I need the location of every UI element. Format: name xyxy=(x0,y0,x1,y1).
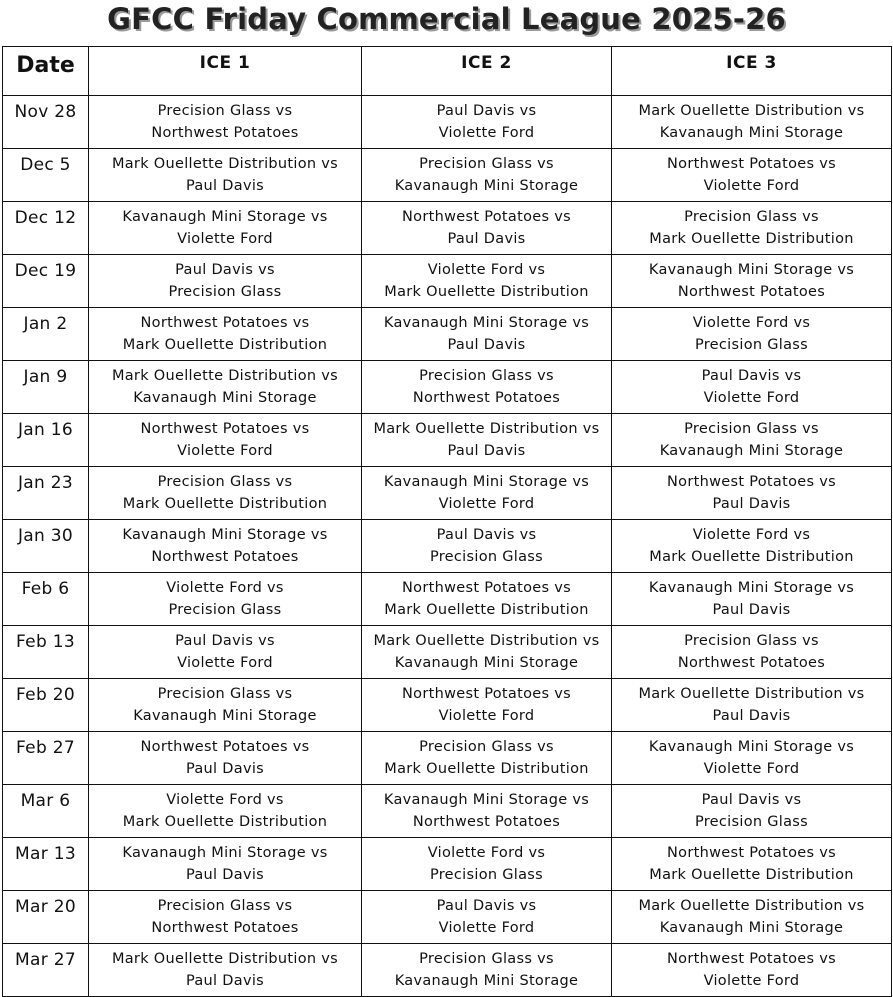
away-team: Northwest Potatoes xyxy=(151,549,299,565)
ice-1-game-cell xyxy=(89,944,362,997)
table-row xyxy=(3,520,892,573)
away-team: Violette Ford xyxy=(703,178,800,194)
ice-1-game-cell xyxy=(89,626,362,679)
home-team: Northwest Potatoes vs xyxy=(402,686,571,702)
date-cell: Jan 2 xyxy=(3,308,89,361)
home-team: Precision Glass vs xyxy=(419,368,554,384)
ice-1-game-cell xyxy=(89,573,362,626)
ice-3-game-cell xyxy=(612,838,892,891)
home-team: Northwest Potatoes vs xyxy=(140,421,310,437)
ice-1-game-cell xyxy=(89,520,362,573)
ice-3-game-cell xyxy=(612,573,892,626)
ice-1-game-cell xyxy=(89,891,362,944)
ice-2-game-cell xyxy=(362,414,612,467)
table-row xyxy=(3,361,892,414)
ice-3-game-cell xyxy=(612,467,892,520)
away-team: Northwest Potatoes xyxy=(677,655,826,671)
ice-3-game-cell xyxy=(612,149,892,202)
home-team: Paul Davis vs xyxy=(701,368,802,384)
table-row xyxy=(3,626,892,679)
ice-1-game-cell xyxy=(89,467,362,520)
column-header-date: Date xyxy=(3,47,89,96)
column-header-ice-3: ICE 3 xyxy=(612,47,892,96)
ice-1-game-cell xyxy=(89,255,362,308)
ice-2-game-cell xyxy=(362,308,612,361)
date-cell: Feb 27 xyxy=(3,732,89,785)
table-row xyxy=(3,96,892,149)
away-team: Mark Ouellette Distribution xyxy=(384,284,589,300)
ice-1-game-cell xyxy=(89,785,362,838)
away-team: Precision Glass xyxy=(429,867,544,883)
ice-2-game-cell xyxy=(362,944,612,997)
home-team: Northwest Potatoes vs xyxy=(402,209,571,225)
home-team: Northwest Potatoes vs xyxy=(667,845,836,861)
away-team: Paul Davis xyxy=(447,443,526,459)
away-team: Kavanaugh Mini Storage xyxy=(133,708,317,724)
date-cell: Jan 16 xyxy=(3,414,89,467)
table-row xyxy=(3,732,892,785)
away-team: Mark Ouellette Distribution xyxy=(384,602,589,618)
away-team: Paul Davis xyxy=(185,973,265,989)
home-team: Violette Ford vs xyxy=(166,580,284,596)
home-team: Kavanaugh Mini Storage vs xyxy=(383,474,590,490)
home-team: Kavanaugh Mini Storage vs xyxy=(122,527,328,543)
ice-1-game-cell xyxy=(89,96,362,149)
home-team: Precision Glass vs xyxy=(684,209,819,225)
home-team: Precision Glass vs xyxy=(419,739,554,755)
away-team: Paul Davis xyxy=(712,708,791,724)
away-team: Paul Davis xyxy=(185,867,265,883)
home-team: Mark Ouellette Distribution vs xyxy=(111,951,339,967)
home-team: Paul Davis vs xyxy=(436,527,537,543)
home-team: Kavanaugh Mini Storage vs xyxy=(122,209,328,225)
away-team: Mark Ouellette Distribution xyxy=(122,337,328,353)
table-row xyxy=(3,149,892,202)
away-team: Violette Ford xyxy=(177,231,273,247)
away-team: Violette Ford xyxy=(438,125,535,141)
home-team: Paul Davis vs xyxy=(701,792,802,808)
away-team: Paul Davis xyxy=(185,178,265,194)
home-team: Precision Glass vs xyxy=(157,103,293,119)
away-team: Paul Davis xyxy=(712,496,791,512)
date-cell: Jan 23 xyxy=(3,467,89,520)
away-team: Kavanaugh Mini Storage xyxy=(659,920,844,936)
away-team: Violette Ford xyxy=(703,390,800,406)
table-row xyxy=(3,944,892,997)
home-team: Violette Ford vs xyxy=(427,845,546,861)
table-row xyxy=(3,573,892,626)
ice-3-game-cell xyxy=(612,361,892,414)
home-team: Violette Ford vs xyxy=(692,527,811,543)
table-row xyxy=(3,255,892,308)
home-team: Kavanaugh Mini Storage vs xyxy=(648,262,855,278)
home-team: Precision Glass vs xyxy=(684,633,819,649)
home-team: Northwest Potatoes vs xyxy=(140,315,310,331)
away-team: Kavanaugh Mini Storage xyxy=(394,655,579,671)
date-cell: Jan 9 xyxy=(3,361,89,414)
column-header-ice-2: ICE 2 xyxy=(362,47,612,96)
away-team: Precision Glass xyxy=(694,337,809,353)
date-cell: Feb 20 xyxy=(3,679,89,732)
away-team: Northwest Potatoes xyxy=(151,920,299,936)
home-team: Paul Davis vs xyxy=(436,103,537,119)
date-cell: Mar 20 xyxy=(3,891,89,944)
home-team: Northwest Potatoes vs xyxy=(402,580,571,596)
home-team: Mark Ouellette Distribution vs xyxy=(638,898,865,914)
ice-2-game-cell xyxy=(362,520,612,573)
ice-1-game-cell xyxy=(89,838,362,891)
home-team: Mark Ouellette Distribution vs xyxy=(638,686,865,702)
away-team: Violette Ford xyxy=(703,973,800,989)
ice-1-game-cell xyxy=(89,308,362,361)
ice-1-game-cell xyxy=(89,679,362,732)
date-cell: Jan 30 xyxy=(3,520,89,573)
column-header-ice-1: ICE 1 xyxy=(89,47,362,96)
away-team: Mark Ouellette Distribution xyxy=(122,496,328,512)
away-team: Kavanaugh Mini Storage xyxy=(659,443,844,459)
away-team: Violette Ford xyxy=(438,920,535,936)
away-team: Precision Glass xyxy=(429,549,544,565)
away-team: Mark Ouellette Distribution xyxy=(122,814,328,830)
table-row xyxy=(3,891,892,944)
date-cell: Feb 6 xyxy=(3,573,89,626)
ice-2-game-cell xyxy=(362,785,612,838)
home-team: Northwest Potatoes vs xyxy=(667,951,836,967)
ice-2-game-cell xyxy=(362,96,612,149)
date-cell: Nov 28 xyxy=(3,96,89,149)
date-cell: Mar 13 xyxy=(3,838,89,891)
ice-2-game-cell xyxy=(362,255,612,308)
away-team: Mark Ouellette Distribution xyxy=(649,231,854,247)
ice-3-game-cell xyxy=(612,255,892,308)
away-team: Kavanaugh Mini Storage xyxy=(659,125,844,141)
away-team: Violette Ford xyxy=(703,761,800,777)
ice-3-game-cell xyxy=(612,308,892,361)
home-team: Mark Ouellette Distribution vs xyxy=(373,421,600,437)
ice-1-game-cell xyxy=(89,414,362,467)
away-team: Precision Glass xyxy=(168,284,282,300)
date-cell: Mar 6 xyxy=(3,785,89,838)
home-team: Violette Ford vs xyxy=(166,792,284,808)
header-row xyxy=(3,47,892,96)
schedule-body xyxy=(3,96,892,997)
ice-3-game-cell xyxy=(612,520,892,573)
home-team: Violette Ford vs xyxy=(692,315,811,331)
home-team: Northwest Potatoes vs xyxy=(667,474,836,490)
ice-1-game-cell xyxy=(89,732,362,785)
away-team: Kavanaugh Mini Storage xyxy=(133,390,317,406)
ice-2-game-cell xyxy=(362,891,612,944)
ice-3-game-cell xyxy=(612,626,892,679)
home-team: Mark Ouellette Distribution vs xyxy=(111,368,339,384)
away-team: Mark Ouellette Distribution xyxy=(649,867,854,883)
table-row xyxy=(3,308,892,361)
table-row xyxy=(3,414,892,467)
home-team: Paul Davis vs xyxy=(175,262,275,278)
ice-3-game-cell xyxy=(612,414,892,467)
home-team: Precision Glass vs xyxy=(157,686,293,702)
home-team: Northwest Potatoes vs xyxy=(140,739,310,755)
away-team: Northwest Potatoes xyxy=(677,284,826,300)
away-team: Northwest Potatoes xyxy=(151,125,299,141)
away-team: Northwest Potatoes xyxy=(412,814,561,830)
table-row xyxy=(3,785,892,838)
home-team: Paul Davis vs xyxy=(436,898,537,914)
home-team: Precision Glass vs xyxy=(157,474,293,490)
ice-3-game-cell xyxy=(612,202,892,255)
ice-3-game-cell xyxy=(612,679,892,732)
table-row xyxy=(3,838,892,891)
ice-3-game-cell xyxy=(612,96,892,149)
away-team: Paul Davis xyxy=(447,337,526,353)
ice-3-game-cell xyxy=(612,785,892,838)
home-team: Kavanaugh Mini Storage vs xyxy=(122,845,328,861)
page-title: GFCC Friday Commercial League 2025-26 xyxy=(107,2,786,36)
ice-2-game-cell xyxy=(362,838,612,891)
away-team: Kavanaugh Mini Storage xyxy=(394,973,579,989)
ice-2-game-cell xyxy=(362,732,612,785)
ice-2-game-cell xyxy=(362,679,612,732)
home-team: Mark Ouellette Distribution vs xyxy=(373,633,600,649)
ice-2-game-cell xyxy=(362,361,612,414)
ice-2-game-cell xyxy=(362,573,612,626)
home-team: Precision Glass vs xyxy=(419,951,554,967)
date-cell: Dec 19 xyxy=(3,255,89,308)
away-team: Mark Ouellette Distribution xyxy=(649,549,854,565)
home-team: Kavanaugh Mini Storage vs xyxy=(648,739,855,755)
date-cell: Feb 13 xyxy=(3,626,89,679)
away-team: Violette Ford xyxy=(438,708,535,724)
home-team: Precision Glass vs xyxy=(419,156,554,172)
home-team: Mark Ouellette Distribution vs xyxy=(111,156,339,172)
away-team: Precision Glass xyxy=(168,602,282,618)
home-team: Violette Ford vs xyxy=(427,262,546,278)
away-team: Paul Davis xyxy=(185,761,265,777)
home-team: Kavanaugh Mini Storage vs xyxy=(648,580,855,596)
schedule-table xyxy=(2,46,892,997)
ice-3-game-cell xyxy=(612,944,892,997)
ice-1-game-cell xyxy=(89,149,362,202)
away-team: Northwest Potatoes xyxy=(412,390,561,406)
home-team: Paul Davis vs xyxy=(175,633,275,649)
ice-2-game-cell xyxy=(362,202,612,255)
date-cell: Mar 27 xyxy=(3,944,89,997)
table-row xyxy=(3,467,892,520)
ice-2-game-cell xyxy=(362,467,612,520)
ice-3-game-cell xyxy=(612,891,892,944)
ice-2-game-cell xyxy=(362,626,612,679)
ice-2-game-cell xyxy=(362,149,612,202)
away-team: Violette Ford xyxy=(177,655,273,671)
away-team: Violette Ford xyxy=(177,443,273,459)
home-team: Precision Glass vs xyxy=(684,421,819,437)
ice-1-game-cell xyxy=(89,202,362,255)
date-cell: Dec 12 xyxy=(3,202,89,255)
home-team: Precision Glass vs xyxy=(157,898,293,914)
table-row xyxy=(3,679,892,732)
home-team: Kavanaugh Mini Storage vs xyxy=(383,792,590,808)
date-cell: Dec 5 xyxy=(3,149,89,202)
table-row xyxy=(3,202,892,255)
away-team: Violette Ford xyxy=(438,496,535,512)
home-team: Mark Ouellette Distribution vs xyxy=(638,103,865,119)
away-team: Precision Glass xyxy=(694,814,809,830)
away-team: Paul Davis xyxy=(447,231,526,247)
home-team: Northwest Potatoes vs xyxy=(667,156,836,172)
ice-1-game-cell xyxy=(89,361,362,414)
away-team: Kavanaugh Mini Storage xyxy=(394,178,579,194)
ice-3-game-cell xyxy=(612,732,892,785)
away-team: Mark Ouellette Distribution xyxy=(384,761,589,777)
home-team: Kavanaugh Mini Storage vs xyxy=(383,315,590,331)
away-team: Paul Davis xyxy=(712,602,791,618)
